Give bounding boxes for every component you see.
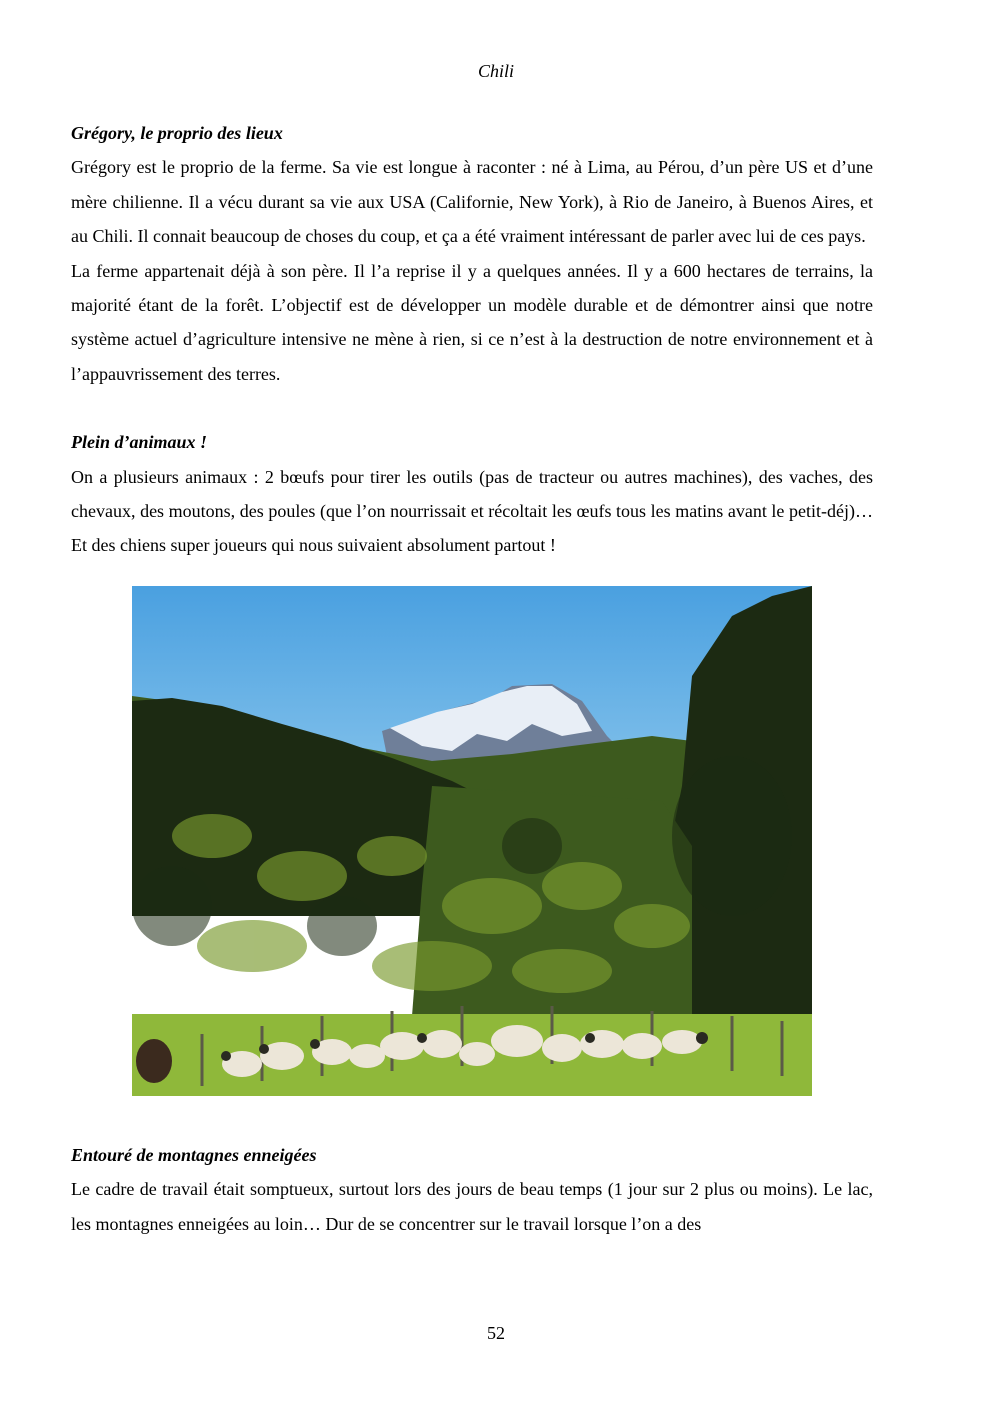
paragraph: Grégory est le proprio de la ferme. Sa vie est longue à raconter : né à Lima, au Pérou, d’un père US et d’une mère chilienne. Il a vécu durant sa vie aux USA (Californie, New York), à Rio de Janeiro, à Buenos Aires, et au Chili. Il connait beaucoup de choses du coup, et ça a été vraiment intéressant de parler avec lui de ces pays.	[71, 157, 873, 247]
spacer	[71, 391, 873, 425]
dog	[136, 1039, 172, 1083]
section-title: Entouré de montagnes enneigées	[71, 1144, 317, 1165]
paragraph: Le cadre de travail était somptueux, surtout lors des jours de beau temps (1 jour sur 2 plus ou moins). Le lac, les montagnes enneigées au loin… Dur de se concentrer sur le travail lorsque l’on a des	[71, 1179, 873, 1234]
running-header-title: Chili	[477, 61, 514, 81]
section-montagnes	[71, 1138, 873, 1241]
running-header	[0, 59, 992, 83]
landscape-photo	[132, 586, 812, 1096]
page-content	[71, 116, 873, 1241]
page-number: 52	[487, 1323, 505, 1343]
section-title: Plein d’animaux !	[71, 432, 208, 453]
section-gregory	[71, 116, 873, 391]
section-title: Grégory, le proprio des lieux	[71, 123, 283, 143]
section-animaux	[71, 425, 873, 563]
paragraph: La ferme appartenait déjà à son père. Il l’a reprise il y a quelques années. Il y a 600 hectares de terrains, la majorité étant de la forêt. L’objectif est de développer un modèle durable et de démontrer ainsi que notre système actuel d’agriculture intensive ne mène à rien, si ce n’est à la destruction de notre environnement et à l’appauvrissement des terres.	[71, 260, 873, 384]
photo-illustration	[132, 586, 812, 1096]
paragraph: On a plusieurs animaux : 2 bœufs pour tirer les outils (pas de tracteur ou autres machines), des vaches, des chevaux, des moutons, des poules (que l’on nourrissait et récoltait les œufs tous les matins avant le petit-déj)… Et des chiens super joueurs qui nous suivaient absolument partout !	[71, 466, 873, 556]
